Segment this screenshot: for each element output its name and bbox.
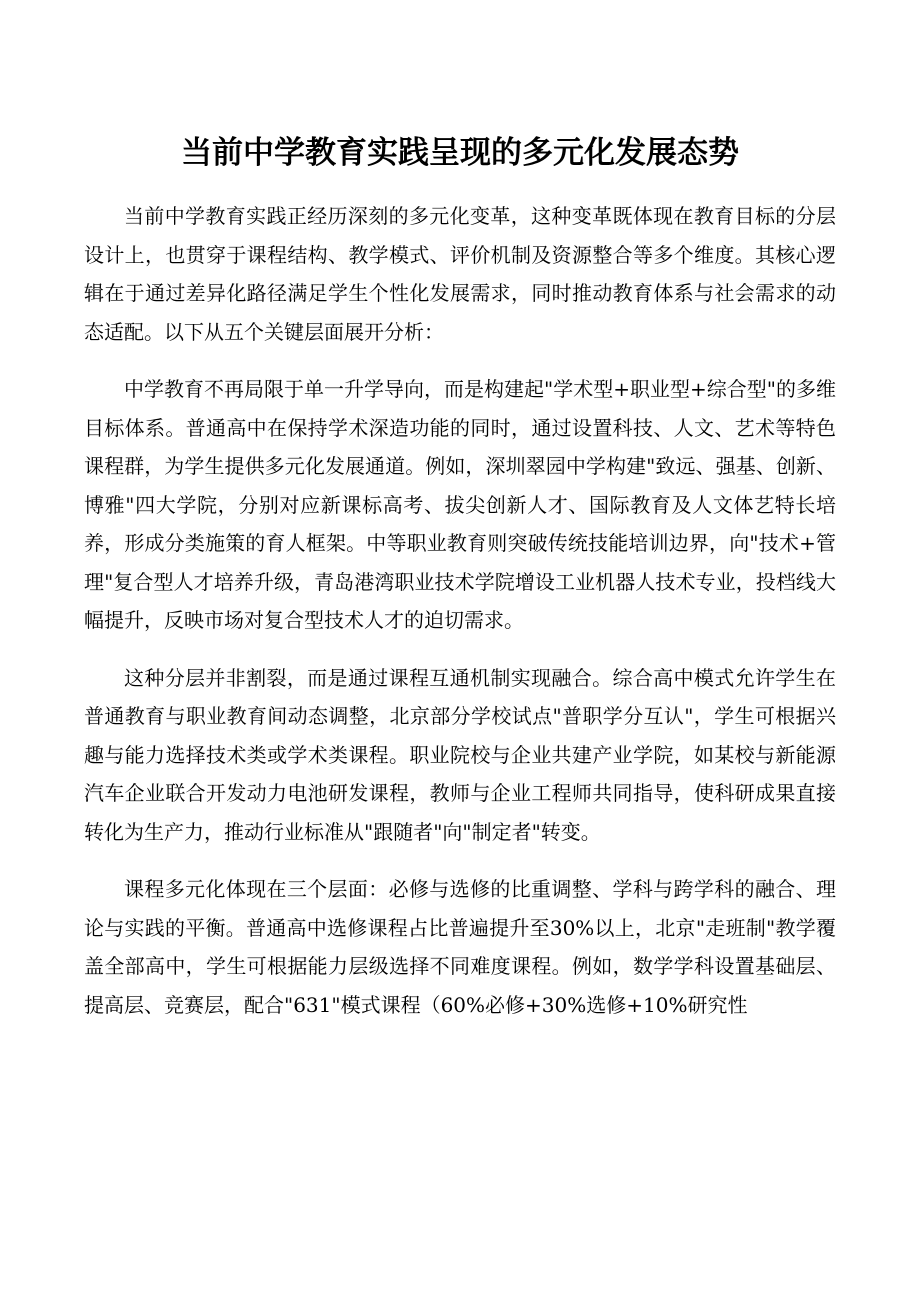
paragraph-goals: 中学教育不再局限于单一升学导向，而是构建起"学术型+职业型+综合型"的多维目标体系。普通高中在保持学术深造功能的同时，通过设置科技、人文、艺术等特色课程群，为学生提供多元化发展通道。例如，深圳翠园中学构建"致远、强基、创新、博雅"四大学院，分别对应新课标高考、拔尖创新人才、国际教育及人文体艺特长培养，形成分类施策的育人框架。中等职业教育则突破传统技能培训边界，向"技术+管理"复合型人才培养升级，青岛港湾职业技术学院增设工业机器人技术专业，投档线大幅提升，反映市场对复合型技术人才的迫切需求。: [84, 377, 836, 632]
paragraph-integration: 这种分层并非割裂，而是通过课程互通机制实现融合。综合高中模式允许学生在普通教育与职业教育间动态调整，北京部分学校试点"普职学分互认"，学生可根据兴趣与能力选择技术类或学术类课程。职业院校与企业共建产业学院，如某校与新能源汽车企业联合开发动力电池研发课程，教师与企业工程师共同指导，使科研成果直接转化为生产力，推动行业标准从"跟随者"向"制定者"转变。: [84, 665, 836, 844]
paragraph-curriculum: 课程多元化体现在三个层面：必修与选修的比重调整、学科与跨学科的融合、理论与实践的平衡。普通高中选修课程占比普遍提升至30%以上，北京"走班制"教学覆盖全部高中，学生可根据能力层级选择不同难度课程。例如，数学学科设置基础层、提高层、竞赛层，配合"631"模式课程（60%必修+30%选修+10%研究性: [84, 877, 836, 1017]
paragraph-intro: 当前中学教育实践正经历深刻的多元化变革，这种变革既体现在教育目标的分层设计上，也贯穿于课程结构、教学模式、评价机制及资源整合等多个维度。其核心逻辑在于通过差异化路径满足学生个性化发展需求，同时推动教育体系与社会需求的动态适配。以下从五个关键层面展开分析：: [84, 204, 836, 344]
document-body: [84, 197, 836, 1043]
document-title: 当前中学教育实践呈现的多元化发展态势: [181, 135, 739, 171]
